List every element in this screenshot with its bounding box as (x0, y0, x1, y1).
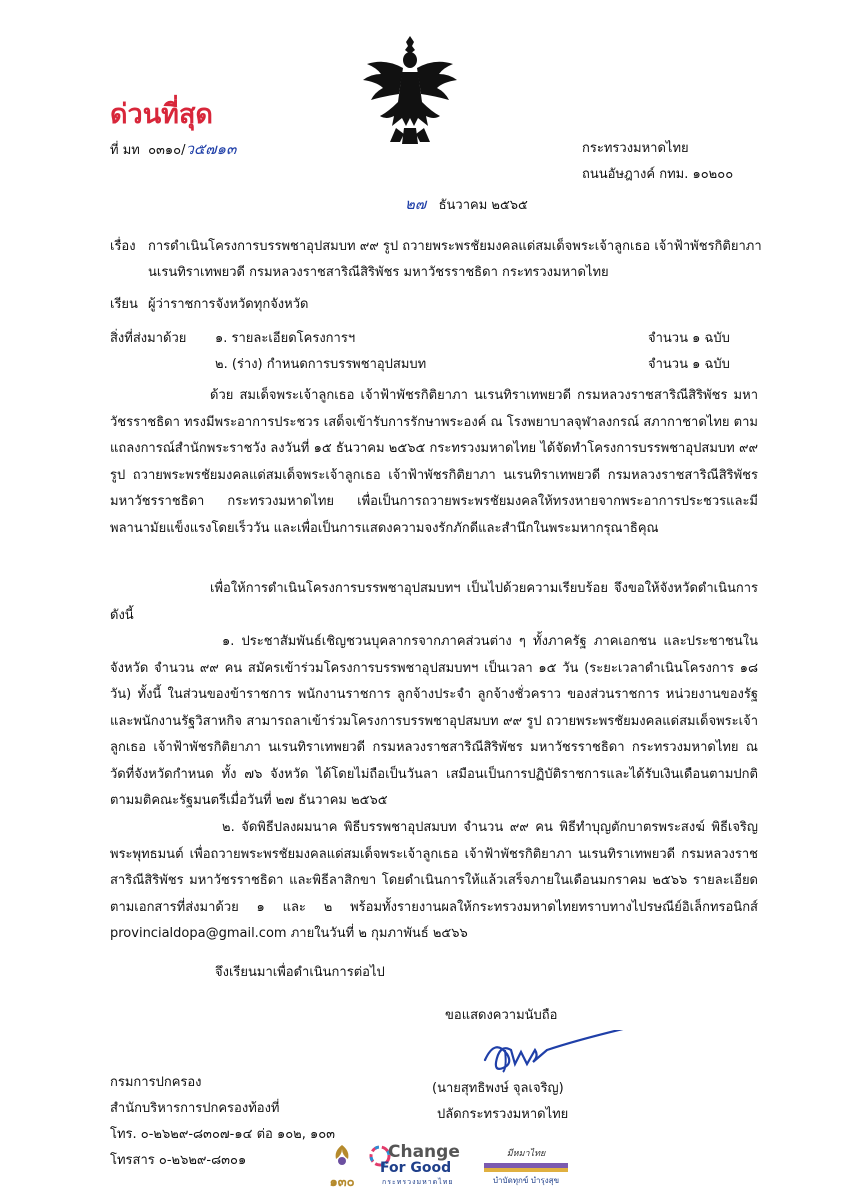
logo-change-text: Change (388, 1142, 460, 1162)
attachment-item: ๑. รายละเอียดโครงการฯ (215, 331, 356, 346)
body-paragraph-1 (110, 383, 758, 542)
logo-for-good-text: For Good (380, 1160, 452, 1176)
signer-name: (นายสุทธิพงษ์ จุลเจริญ) (432, 1081, 564, 1096)
ref-label: ที่ มท (110, 143, 140, 158)
paragraph-text: ๒. จัดพิธีปลงผมนาค พิธีบรรพชาอุปสมบท จำนวน ๙๙ คน พิธีทำบุญตักบาตรพระสงฆ์ พิธีเจริญพระพุทธมนต์ เพื่อถวายพระพรชัยมงคลแด่สมเด็จพระเจ้าลูกเธอ เจ้าฟ้าพัชรกิติยาภา นเรนทิราเทพยวดี กรมหลวงราชสาริณีสิริพัชร มหาวัชรราชธิดา และพิธีลาสิกขา โดยดำเนินการให้แล้วเสร็จภายในเดือนมกราคม ๒๕๖๖ รายละเอียดตามเอกสารที่ส่งมาด้วย ๑ และ ๒ พร้อมทั้งรายงานผลให้กระทรวงมหาดไทยทราบทางไปรษณีย์อิเล็กทรอนิกส์ provincialdopa@gmail.com ภายในวันที่ ๒ กุมภาพันธ์ ๒๕๖๖ (110, 820, 758, 941)
date-day: ๒๗ (405, 195, 427, 213)
garuda-emblem (360, 28, 460, 153)
body-paragraph-2 (110, 576, 758, 629)
to-recipient: ผู้ว่าราชการจังหวัดทุกจังหวัด (148, 297, 309, 312)
footer-telephone: โทร. ๐-๒๖๒๙-๘๓๐๗-๑๔ ต่อ ๑๐๒, ๑๐๓ (110, 1127, 336, 1142)
reference-number (110, 137, 236, 161)
attachment-item: ๒. (ร่าง) กำหนดการบรรพชาอุปสมบท (215, 357, 427, 372)
ministry-address: ถนนอัษฎางค์ กทม. ๑๐๒๐๐ (582, 167, 734, 182)
ref-handwritten: ว๕๗๑๓ (185, 140, 237, 158)
subject-line-1: การดำเนินโครงการบรรพชาอุปสมบท ๙๙ รูป ถวายพระพรชัยมงคลแด่สมเด็จพระเจ้าลูกเธอ เจ้าฟ้าพัชรกิติยาภา (148, 239, 762, 254)
footer-office: สำนักบริหารการปกครองท้องที่ (110, 1101, 280, 1116)
logo-130-text: ๑๓๐ (329, 1175, 355, 1190)
closing-line: จึงเรียนมาเพื่อดำเนินการต่อไป (215, 965, 385, 980)
attachment-qty: จำนวน ๑ ฉบับ (648, 331, 730, 346)
paragraph-text: เพื่อให้การดำเนินโครงการบรรพชาอุปสมบทฯ เป็นไปด้วยความเรียบร้อย จึงขอให้จังหวัดดำเนินการ ดังนี้ (110, 581, 758, 623)
anniversary-130-logo (320, 1143, 364, 1189)
to-label: เรียน (110, 297, 138, 312)
signer-position: ปลัดกระทรวงมหาดไทย (437, 1107, 569, 1122)
slogan-script-text: มีหมาไทย (506, 1149, 546, 1159)
logo-ministry-sub: กระทรวงมหาดไทย (382, 1178, 454, 1186)
body-paragraph-3 (110, 629, 758, 815)
urgency-stamp: ด่วนที่สุด (110, 99, 213, 130)
body-paragraph-4 (110, 815, 758, 948)
handwritten-signature (475, 1030, 635, 1075)
footer-department: กรมการปกครอง (110, 1075, 202, 1090)
regards: ขอแสดงความนับถือ (445, 1008, 558, 1023)
subject-label: เรื่อง (110, 239, 136, 254)
paragraph-text: ด้วย สมเด็จพระเจ้าลูกเธอ เจ้าฟ้าพัชรกิติยาภา นเรนทิราเทพยวดี กรมหลวงราชสาริณีสิริพัชร มหาวัชรราชธิดา ทรงมีพระอาการประชวร เสด็จเข้ารับการรักษาพระองค์ ณ โรงพยาบาลจุฬาลงกรณ์ สภากาชาดไทย ตามแถลงการณ์สำนักพระราชวัง ลงวันที่ ๑๕ ธันวาคม ๒๕๖๕ กระทรวงมหาดไทย ได้จัดทำโครงการบรรพชาอุปสมบท ๙๙ รูป ถวายพระพรชัยมงคลแด่สมเด็จพระเจ้าลูกเธอ เจ้าฟ้าพัชรกิติยาภา นเรนทิราเทพยวดี กรมหลวงราชสาริณีสิริพัชร มหาวัชรราชธิดา กระทรวงมหาดไทย เพื่อเป็นการถวายพระพรชัยมงคลให้ทรงหายจากพระอาการประชวรและมีพลานามัยแข็งแรงโดยเร็ววัน และเพื่อเป็นการแสดงความจงรักภักดีและสำนึกในพระมหากรุณาธิคุณ (110, 388, 758, 536)
ministry-name: กระทรวงมหาดไทย (582, 141, 689, 156)
ornament-icon (320, 1143, 364, 1167)
change-for-good-logo (368, 1142, 468, 1190)
attachments-label: สิ่งที่ส่งมาด้วย (110, 331, 187, 346)
subject-line-2: นเรนทิราเทพยวดี กรมหลวงราชสาริณีสิริพัชร มหาวัชรราชธิดา กระทรวงมหาดไทย (148, 265, 609, 280)
paragraph-text: ๑. ประชาสัมพันธ์เชิญชวนบุคลากรจากภาคส่วนต่าง ๆ ทั้งภาครัฐ ภาคเอกชน และประชาชนในจังหวัด จำนวน ๙๙ คน สมัครเข้าร่วมโครงการบรรพชาอุปสมบทฯ เป็นเวลา ๑๕ วัน (ระยะเวลาดำเนินโครงการ ๑๘ วัน) ทั้งนี้ ในส่วนของข้าราชการ พนักงานราชการ ลูกจ้างประจำ ลูกจ้างชั่วคราว ของส่วนราชการ หน่วยงานของรัฐ และพนักงานรัฐวิสาหกิจ สามารถลาเข้าร่วมโครงการบรรพชาอุปสมบท ๙๙ รูป ถวายพระพรชัยมงคลแด่สมเด็จพระเจ้าลูกเธอ เจ้าฟ้าพัชรกิติยาภา นเรนทิราเทพยวดี กรมหลวงราชสาริณีสิริพัชร มหาวัชรราชธิดา กระทรวงมหาดไทย ณ วัดที่จังหวัดกำหนด ทั้ง ๗๖ จังหวัด ได้โดยไม่ถือเป็นวันลา เสมือนเป็นการปฏิบัติราชการและได้รับเงินเดือนตามปกติ ตามมติคณะรัฐมนตรีเมื่อวันที่ ๒๗ ธันวาคม ๒๕๖๕ (110, 634, 758, 808)
footer-fax: โทรสาร ๐-๒๖๒๙-๘๓๐๑ (110, 1153, 247, 1168)
gold-band (484, 1168, 568, 1172)
attachment-qty: จำนวน ๑ ฉบับ (648, 357, 730, 372)
ministry-slogan-logo (484, 1146, 568, 1186)
letter-date (405, 192, 528, 216)
slogan-text: บำบัดทุกข์ บำรุงสุข (492, 1176, 560, 1185)
date-month-year: ธันวาคม ๒๕๖๕ (438, 198, 528, 213)
ref-number: ๐๓๑๐/ (148, 143, 186, 158)
